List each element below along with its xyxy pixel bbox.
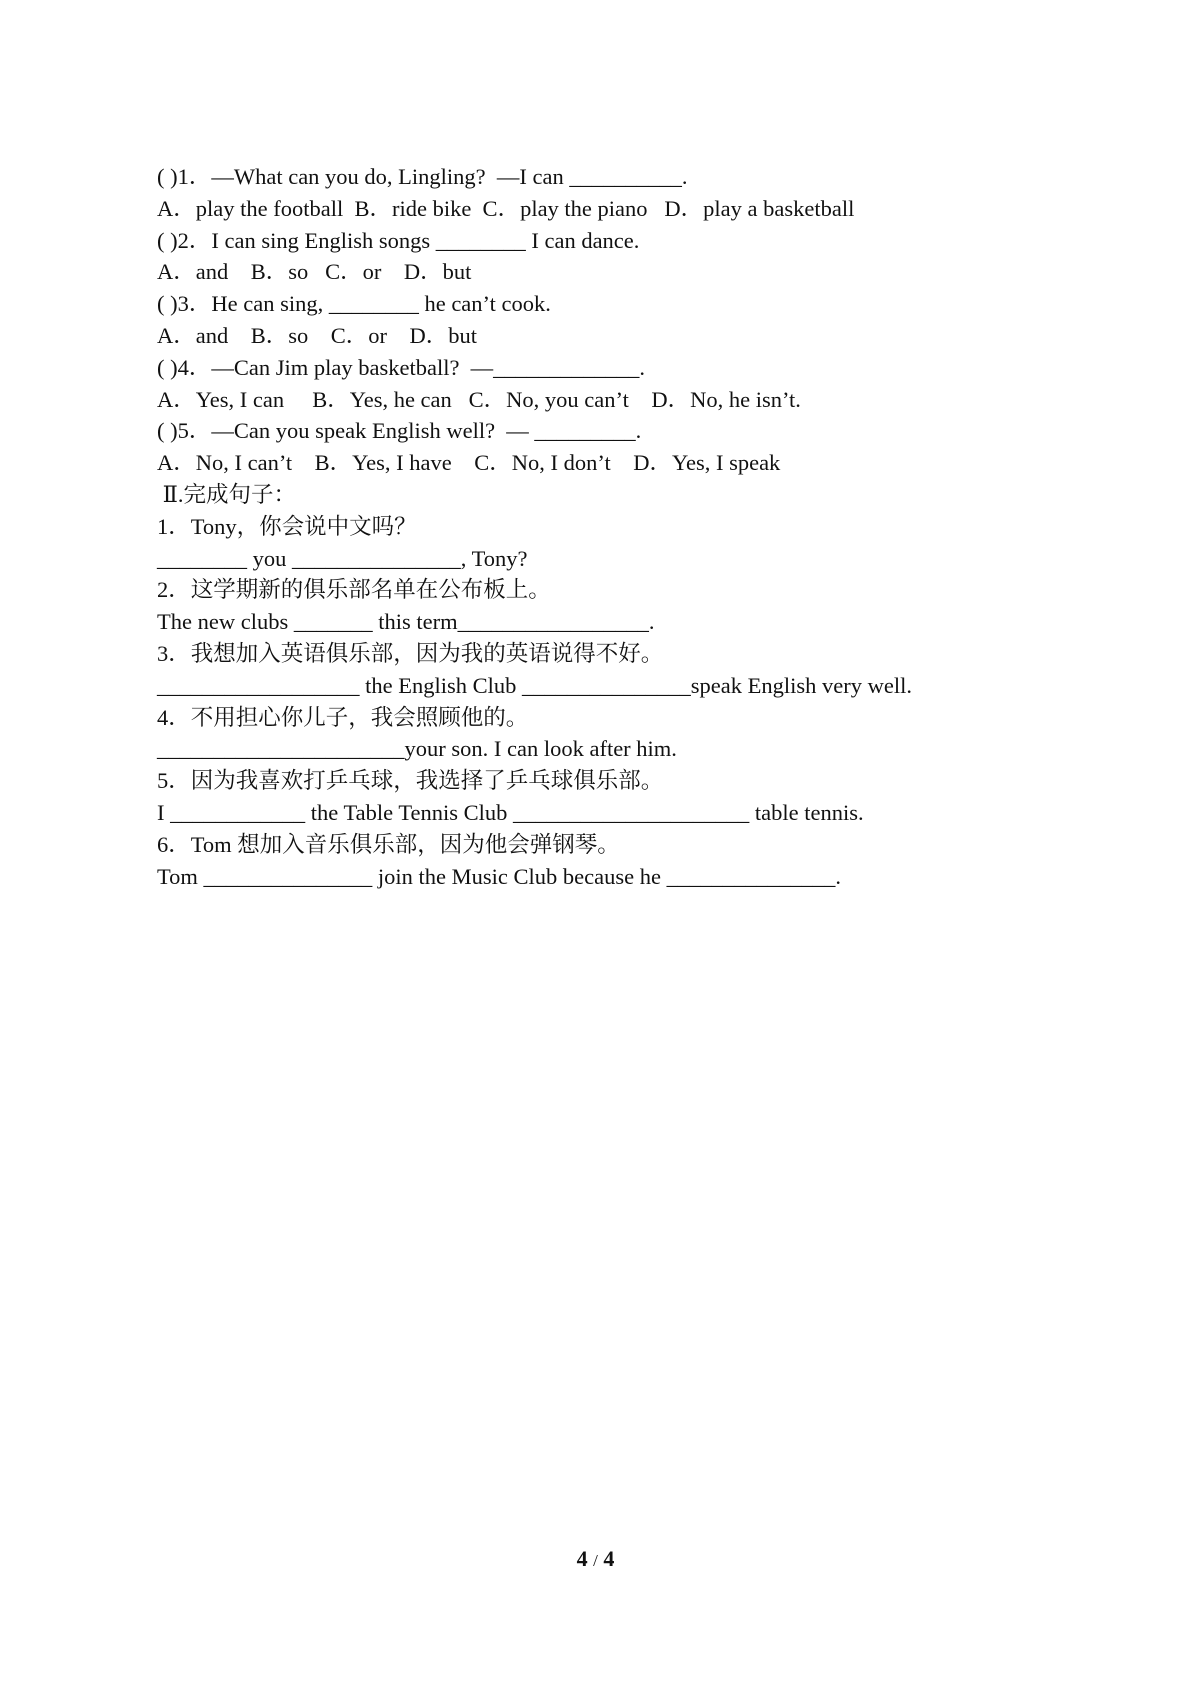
sentence-3-chinese: 3．我想加入英语俱乐部，因为我的英语说得不好。	[157, 640, 664, 666]
sentence-1-chinese: 1．Tony，你会说中文吗？	[157, 513, 417, 539]
sentence-3-english: __________________ the English Club _______________speak English very well.	[157, 672, 912, 698]
sentence-2-english: The new clubs _______ this term_________________.	[157, 609, 655, 635]
question-5: ( )5．—Can you speak English well? — _________.	[157, 418, 642, 444]
sentence-2-chinese: 2．这学期新的俱乐部名单在公布板上。	[157, 577, 551, 603]
question-1-options: A．play the football B．ride bike C．play the piano D．play a basketball	[157, 195, 855, 221]
sentence-6-chinese: 6．Tom 想加入音乐俱乐部，因为他会弹钢琴。	[157, 831, 620, 857]
page-separator: /	[593, 1551, 598, 1570]
sentence-4-chinese: 4．不用担心你儿子，我会照顾他的。	[157, 704, 529, 730]
question-3-options: A．and B．so C．or D．but	[157, 322, 477, 348]
sentence-4-english: ______________________your son. I can look after him.	[157, 736, 677, 762]
sentence-6-english: Tom _______________ join the Music Club because he _______________.	[157, 863, 841, 889]
current-page: 4	[576, 1546, 588, 1571]
question-4-options: A．Yes, I can B．Yes, he can C．No, you can’t D．No, he isn’t.	[157, 386, 801, 412]
question-3: ( )3．He can sing, ________ he can’t cook.	[157, 291, 551, 317]
question-1: ( )1．—What can you do, Lingling? —I can __________.	[157, 164, 688, 189]
total-pages: 4	[603, 1546, 615, 1571]
sentence-5-english: I ____________ the Table Tennis Club _____________________ table tennis.	[157, 799, 864, 825]
page-number	[0, 1546, 1191, 1572]
question-2-options: A．and B．so C．or D．but	[157, 259, 472, 285]
sentence-1-english: ________ you _______________, Tony?	[157, 545, 528, 571]
question-5-options: A．No, I can’t B．Yes, I have C．No, I don’t D．Yes, I speak	[157, 450, 781, 476]
worksheet-content	[157, 161, 1057, 892]
question-4: ( )4．—Can Jim play basketball? —_____________.	[157, 354, 646, 380]
sentence-5-chinese: 5．因为我喜欢打乒乓球，我选择了乒乓球俱乐部。	[157, 768, 664, 794]
question-2: ( )2．I can sing English songs ________ I can dance.	[157, 227, 640, 253]
section-2-heading: Ⅱ.完成句子：	[157, 481, 297, 507]
